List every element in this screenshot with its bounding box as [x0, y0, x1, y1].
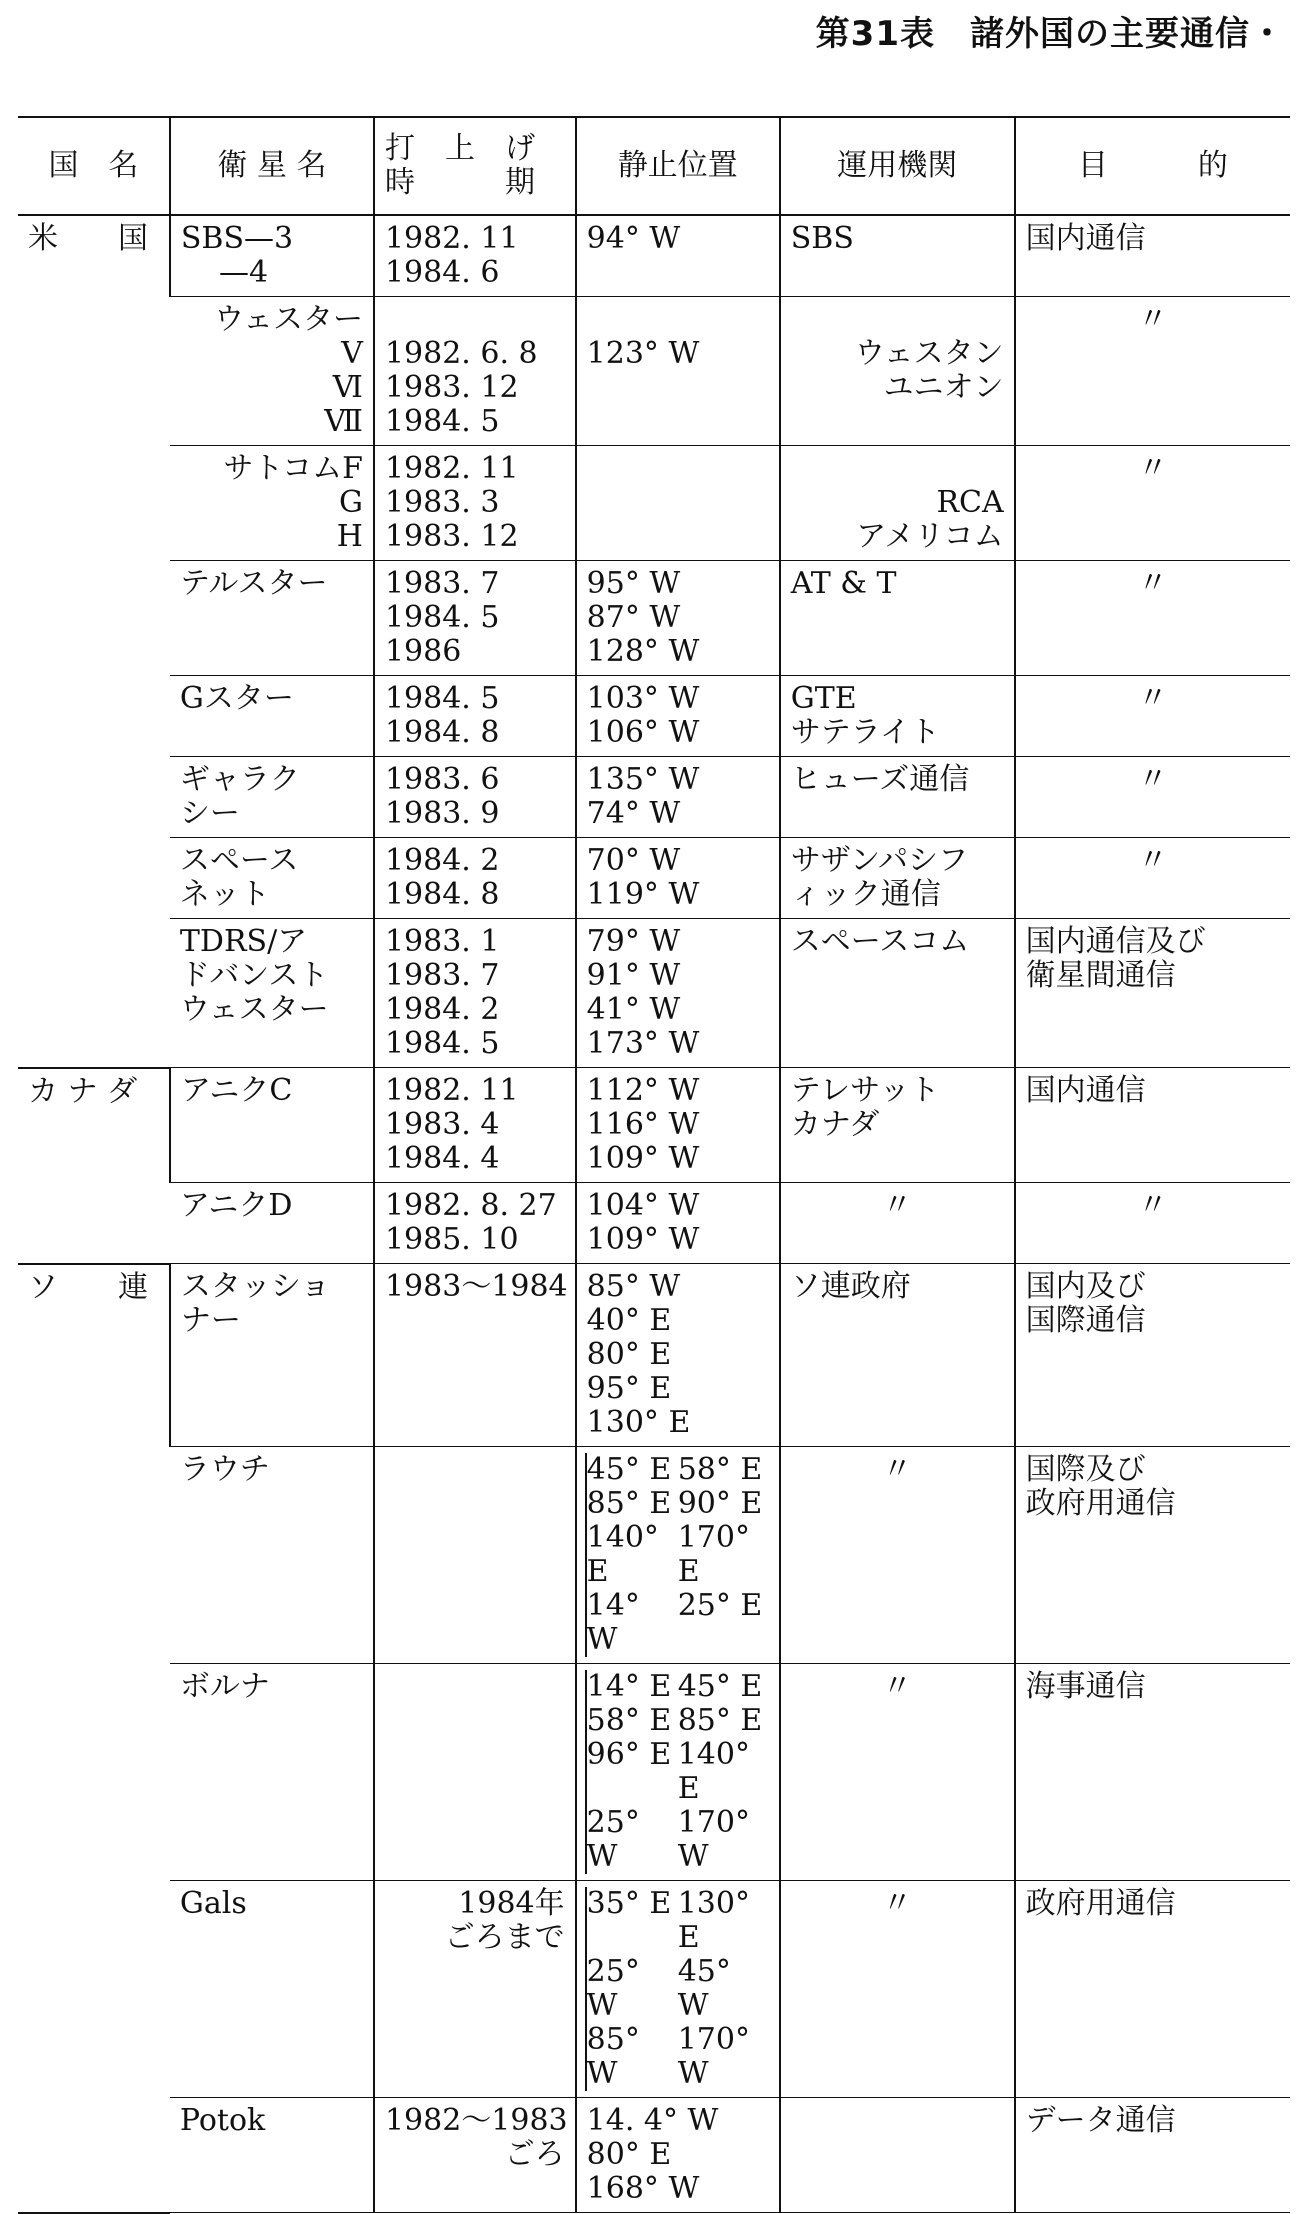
country-cell: ソ 連	[18, 1264, 170, 2213]
table-row	[18, 757, 1290, 838]
table-header-row	[18, 117, 1290, 215]
satellite-cell: ウェスター V Ⅵ Ⅶ	[170, 297, 374, 446]
position-grid	[585, 1670, 769, 1874]
satellite-cell: サトコムF G H	[170, 446, 374, 561]
satellite-cell: TDRS/ア ドバンスト ウェスター	[170, 919, 374, 1068]
position-value: 170° W	[677, 1805, 750, 1874]
operator-cell: 〃	[780, 1447, 1015, 1664]
purpose-cell: データ通信	[1015, 2098, 1290, 2213]
satellite-cell: スタッショ ナー	[170, 1264, 374, 1447]
operator-cell: 〃	[780, 1664, 1015, 1881]
purpose-cell: 海事通信	[1015, 1664, 1290, 1881]
position-value: 85° E	[677, 1703, 763, 1738]
position-cell: 85° W 40° E 80° E 95° E 130° E	[576, 1264, 780, 1447]
position-value: 45° W	[677, 1954, 731, 2023]
operator-cell: ウェスタン ユニオン	[780, 297, 1015, 446]
launch-cell: 1982～1983 ごろ	[374, 2098, 576, 2213]
operator-cell: RCA アメリコム	[780, 446, 1015, 561]
launch-cell: 1982. 11 1984. 6	[374, 215, 576, 297]
position-cell: 103° W 106° W	[576, 676, 780, 757]
table-row	[18, 1881, 1290, 2098]
header-country: 国 名	[18, 117, 170, 215]
position-value: 170° E	[677, 1520, 750, 1589]
position-value: 25° E	[677, 1588, 763, 1623]
satellite-cell: Gals	[170, 1881, 374, 2098]
purpose-cell: 国内通信	[1015, 215, 1290, 297]
position-cell: 135° W 74° W	[576, 757, 780, 838]
launch-cell	[374, 1664, 576, 1881]
operator-cell: AT & T	[780, 561, 1015, 676]
satellite-cell: SBS—3 —4	[170, 215, 374, 297]
satellite-cell: アニクC	[170, 1068, 374, 1183]
launch-cell: 1982. 8. 27 1985. 10	[374, 1183, 576, 1264]
position-cell	[576, 1447, 780, 1664]
header-satellite: 衛 星 名	[170, 117, 374, 215]
launch-cell: 1984. 2 1984. 8	[374, 838, 576, 919]
launch-cell: 1983. 6 1983. 9	[374, 757, 576, 838]
purpose-cell: 国際及び 政府用通信	[1015, 1447, 1290, 1664]
position-value: 130° E	[677, 1886, 750, 1955]
purpose-cell: 国内及び 国際通信	[1015, 1264, 1290, 1447]
position-cell	[576, 446, 780, 561]
purpose-cell: 〃	[1015, 757, 1290, 838]
operator-cell: ヒューズ通信	[780, 757, 1015, 838]
satellite-cell: ボルナ	[170, 1664, 374, 1881]
operator-cell: ソ連政府	[780, 1264, 1015, 1447]
operator-cell: 〃	[780, 1183, 1015, 1264]
header-launch: 打 上 げ 時 期	[374, 117, 576, 215]
position-cell: 79° W 91° W 41° W 173° W	[576, 919, 780, 1068]
table-row	[18, 1183, 1290, 1264]
purpose-cell: 〃	[1015, 446, 1290, 561]
header-purpose: 目 的	[1015, 117, 1290, 215]
position-value: 85° E	[586, 1486, 672, 1521]
position-cell: 112° W 116° W 109° W	[576, 1068, 780, 1183]
launch-cell: 1982. 6. 8 1983. 12 1984. 5	[374, 297, 576, 446]
position-value: 58° E	[586, 1703, 672, 1738]
table-row	[18, 2098, 1290, 2213]
satellite-cell: スペース ネット	[170, 838, 374, 919]
satellite-cell: Gスター	[170, 676, 374, 757]
position-cell: 104° W 109° W	[576, 1183, 780, 1264]
table-row	[18, 1264, 1290, 1447]
operator-cell: 〃	[780, 1881, 1015, 2098]
operator-cell: サザンパシフ ィック通信	[780, 838, 1015, 919]
operator-cell: GTE サテライト	[780, 676, 1015, 757]
launch-cell: 1983～1984	[374, 1264, 576, 1447]
launch-cell	[374, 1447, 576, 1664]
position-grid	[585, 1453, 769, 1657]
purpose-cell: 〃	[1015, 561, 1290, 676]
operator-cell: テレサット カナダ	[780, 1068, 1015, 1183]
position-value: 45° E	[586, 1452, 672, 1487]
table-row	[18, 676, 1290, 757]
purpose-cell: 〃	[1015, 297, 1290, 446]
operator-cell	[780, 2098, 1015, 2213]
position-cell: 123° W	[576, 297, 780, 446]
purpose-cell: 国内通信	[1015, 1068, 1290, 1183]
position-grid	[585, 1887, 769, 2091]
position-value: 14° W	[586, 1588, 640, 1657]
satellite-cell: Potok	[170, 2098, 374, 2213]
page-title: 第31表 諸外国の主要通信・	[815, 14, 1285, 54]
position-cell: 70° W 119° W	[576, 838, 780, 919]
satellite-table	[18, 116, 1290, 2214]
position-value: 25° W	[586, 1954, 640, 2023]
table-row	[18, 297, 1290, 446]
purpose-cell: 〃	[1015, 676, 1290, 757]
position-value: 170° W	[677, 2022, 750, 2091]
header-position: 静止位置	[576, 117, 780, 215]
position-value: 35° E	[586, 1886, 672, 1921]
position-value: 90° E	[677, 1486, 763, 1521]
purpose-cell: 政府用通信	[1015, 1881, 1290, 2098]
launch-cell: 1984年 ごろまで	[374, 1881, 576, 2098]
satellite-cell: テルスター	[170, 561, 374, 676]
position-value: 14° E	[586, 1669, 672, 1704]
purpose-cell: 〃	[1015, 838, 1290, 919]
table-row	[18, 838, 1290, 919]
position-value: 58° E	[677, 1452, 763, 1487]
satellite-cell: ギャラク シー	[170, 757, 374, 838]
table-row	[18, 1068, 1290, 1183]
launch-cell: 1982. 11 1983. 4 1984. 4	[374, 1068, 576, 1183]
country-cell: カ ナ ダ	[18, 1068, 170, 1264]
position-value: 140° E	[586, 1520, 659, 1589]
table-row	[18, 215, 1290, 297]
position-cell	[576, 1881, 780, 2098]
purpose-cell: 〃	[1015, 1183, 1290, 1264]
table-row	[18, 919, 1290, 1068]
position-value: 85° W	[586, 2022, 640, 2091]
satellite-cell: ラウチ	[170, 1447, 374, 1664]
launch-cell: 1982. 11 1983. 3 1983. 12	[374, 446, 576, 561]
table-row	[18, 1664, 1290, 1881]
table-row	[18, 446, 1290, 561]
position-cell: 95° W 87° W 128° W	[576, 561, 780, 676]
table-row	[18, 1447, 1290, 1664]
satellite-cell: アニクD	[170, 1183, 374, 1264]
position-value: 96° E	[586, 1737, 672, 1772]
launch-cell: 1984. 5 1984. 8	[374, 676, 576, 757]
header-operator: 運用機関	[780, 117, 1015, 215]
launch-cell: 1983. 1 1983. 7 1984. 2 1984. 5	[374, 919, 576, 1068]
position-cell: 94° W	[576, 215, 780, 297]
table-row	[18, 561, 1290, 676]
purpose-cell: 国内通信及び 衛星間通信	[1015, 919, 1290, 1068]
position-value: 25° W	[586, 1805, 640, 1874]
position-cell: 14. 4° W 80° E 168° W	[576, 2098, 780, 2213]
position-value: 45° E	[677, 1669, 763, 1704]
launch-cell: 1983. 7 1984. 5 1986	[374, 561, 576, 676]
country-cell: 米 国	[18, 215, 170, 1068]
operator-cell: SBS	[780, 215, 1015, 297]
operator-cell: スペースコム	[780, 919, 1015, 1068]
position-value: 140° E	[677, 1737, 750, 1806]
position-cell	[576, 1664, 780, 1881]
